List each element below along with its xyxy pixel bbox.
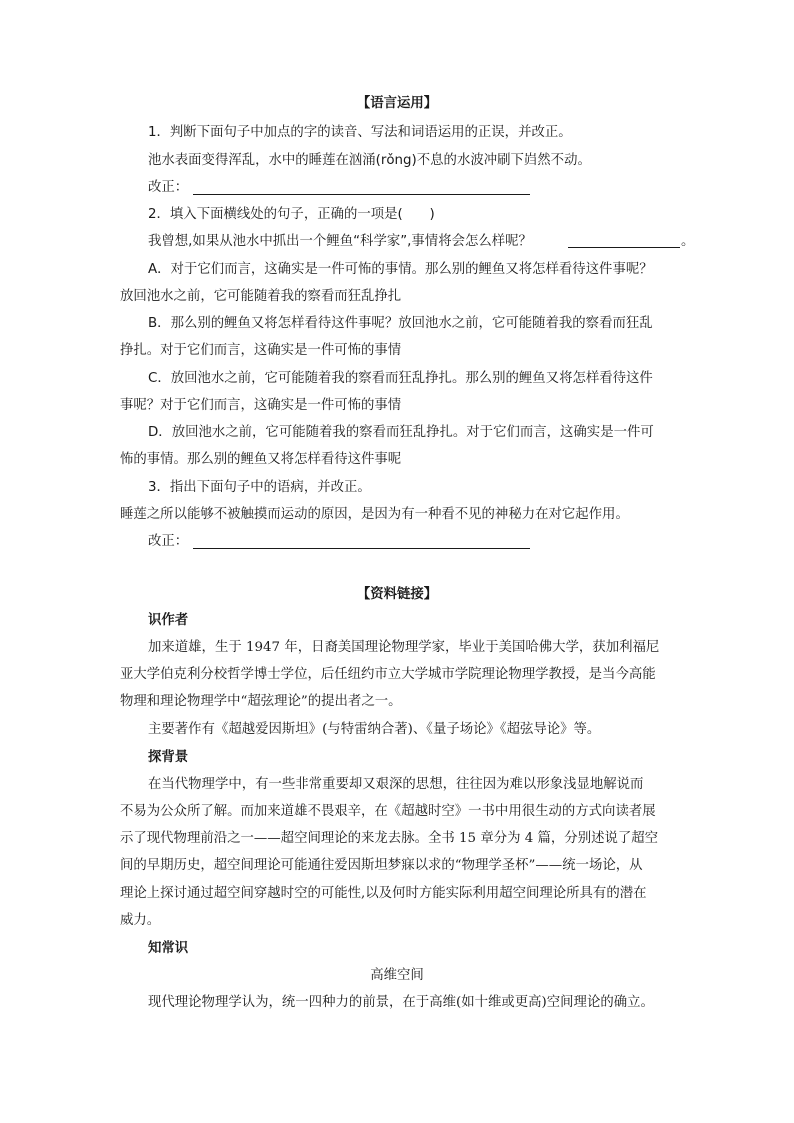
author-heading: 识作者 (148, 612, 189, 628)
background-line-4: 间的早期历史，超空间理论可能通往爱因斯坦梦寐以求的“物理学圣杯”——统一场论，从 (120, 858, 643, 873)
question-2-stem: 我曾想,如果从池水中抓出一个鲤鱼“科学家”,事情将会怎么样呢？ (148, 234, 532, 249)
option-c-line-1: C．放回池水之前，它可能随着我的察看而狂乱挣扎。那么别的鲤鱼又将怎样看待这件 (148, 371, 653, 386)
knowledge-line-1: 现代理论物理学认为，统一四种力的前景，在于高维(如十维或更高)空间理论的确立。 (148, 995, 654, 1010)
question-3-correction-label: 改正： (148, 534, 189, 549)
question-2-stem-end: 。 (681, 234, 695, 249)
knowledge-subheading: 高维空间 (370, 968, 424, 983)
question-3-prompt: 3．指出下面句子中的语病，并改正。 (148, 480, 371, 495)
background-line-3: 示了现代物理前沿之一——超空间理论的来龙去脉。全书 15 章分为 4 篇，分别述说了超空 (120, 831, 659, 846)
option-d-line-1: D．放回池水之前，它可能随着我的察看而狂乱挣扎。对于它们而言，这确实是一件可 (148, 425, 654, 440)
option-a-line-2: 放回池水之前，它可能随着我的察看而狂乱挣扎 (120, 289, 402, 304)
question-1-correction-label: 改正： (148, 180, 189, 195)
question-3-sentence: 睡莲之所以能够不被触摸而运动的原因，是因为有一种看不见的神秘力在对它起作用。 (120, 507, 629, 522)
option-d-line-2: 怖的事情。那么别的鲤鱼又将怎样看待这件事呢 (120, 452, 402, 467)
section-heading-language: 【语言运用】 (356, 95, 438, 111)
background-line-2: 不易为公众所了解。而加来道雄不畏艰辛，在《超越时空》一书中用很生动的方式向读者展 (120, 804, 656, 819)
author-para-line-2: 亚大学伯克利分校哲学博士学位，后任纽约市立大学城市学院理论物理学教授，是当今高能 (120, 667, 656, 682)
option-a-line-1: A．对于它们而言，这确实是一件可怖的事情。那么别的鲤鱼又将怎样看待这件事呢？ (148, 262, 653, 277)
question-2-prompt: 2．填入下面横线处的句子，正确的一项是( ) (148, 207, 435, 222)
question-1-sentence: 池水表面变得浑乱，水中的睡莲在汹涌(rǒng)不息的水波冲刷下岿然不动。 (148, 153, 591, 168)
author-para-line-3: 物理和理论物理学中“超弦理论”的提出者之一。 (120, 694, 402, 709)
background-line-1: 在当代物理学中，有一些非常重要却又艰深的思想，往往因为难以形象浅显地解说而 (148, 777, 644, 792)
background-heading: 探背景 (148, 749, 189, 765)
question-1-answer-line[interactable] (193, 194, 530, 195)
knowledge-heading: 知常识 (148, 940, 189, 956)
author-para-line-1: 加来道雄，生于 1947 年，日裔美国理论物理学家，毕业于美国哈佛大学，获加利福尼 (148, 640, 660, 655)
option-b-line-2: 挣扎。对于它们而言，这确实是一件可怖的事情 (120, 343, 402, 358)
question-2-fill-blank[interactable] (568, 247, 680, 248)
question-3-answer-line[interactable] (193, 548, 530, 549)
option-c-line-2: 事呢？对于它们而言，这确实是一件可怖的事情 (120, 398, 402, 413)
background-line-5: 理论上探讨通过超空间穿越时空的可能性,以及何时方能实际利用超空间理论所具有的潜在 (120, 886, 647, 901)
section-heading-materials: 【资料链接】 (356, 586, 438, 602)
option-b-line-1: B．那么别的鲤鱼又将怎样看待这件事呢？放回池水之前，它可能随着我的察看而狂乱 (148, 316, 653, 331)
background-line-6: 威力。 (120, 913, 161, 928)
question-1-prompt: 1．判断下面句子中加点的字的读音、写法和词语运用的正误，并改正。 (148, 125, 572, 140)
author-works: 主要著作有《超越爱因斯坦》(与特雷纳合著)、《量子场论》《超弦导论》等。 (148, 722, 601, 737)
